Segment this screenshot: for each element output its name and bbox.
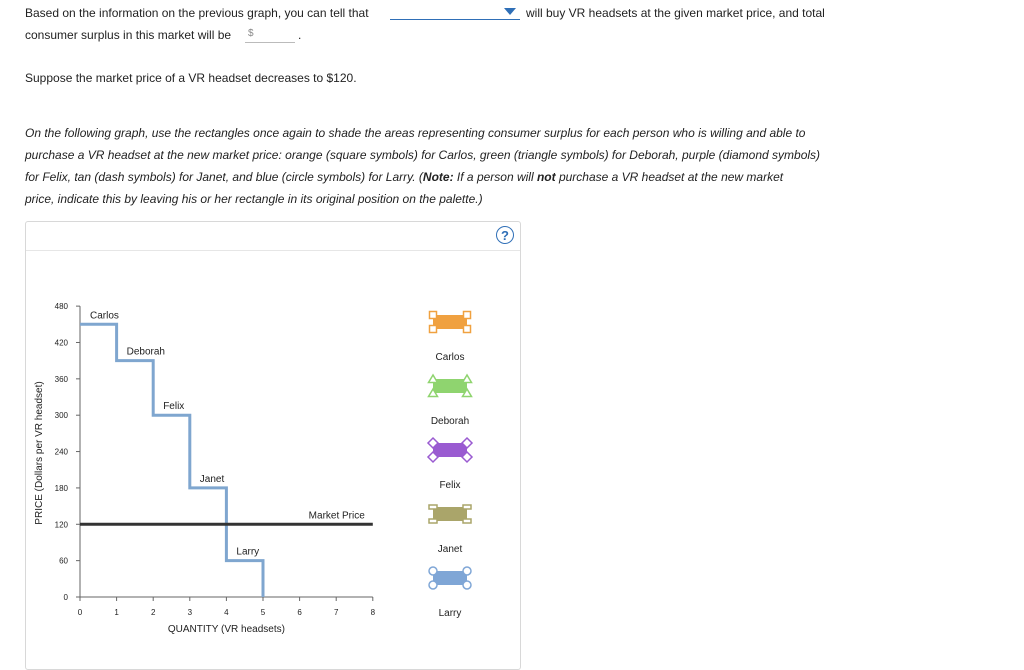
step-label-deborah: Deborah: [126, 346, 165, 358]
x-tick-label-4: 4: [224, 608, 229, 617]
panel-header: [26, 222, 520, 251]
palette-label-felix: Felix: [439, 480, 461, 491]
suppose-text: Suppose the market price of a VR headset decreases to $120.: [25, 71, 357, 85]
instruction-line-2: purchase a VR headset at the new market price: orange (square symbols) for Carlos, green (triangle symbols) for Deborah, purple (diamond symbols): [25, 148, 821, 162]
period: .: [298, 28, 302, 42]
dollar-placeholder: $: [248, 28, 254, 39]
step-label-felix: Felix: [163, 401, 185, 413]
palette-label-janet: Janet: [437, 544, 463, 555]
graph-panel: [25, 221, 521, 670]
y-tick-label-0: 0: [63, 593, 68, 602]
step-label-carlos: Carlos: [90, 310, 119, 322]
palette-label-deborah: Deborah: [430, 416, 470, 427]
y-tick-label-240: 240: [54, 447, 68, 457]
step-label-larry: Larry: [236, 546, 260, 558]
x-tick-label-3: 3: [187, 608, 193, 617]
consumer-surplus-input[interactable]: [245, 26, 295, 43]
question-line-1a: Based on the information on the previous graph, you can tell that: [25, 6, 369, 20]
instruction-line-3a: for Felix, tan (dash symbols) for Janet, and blue (circle symbols) for Larry. (: [25, 170, 423, 184]
help-icon[interactable]: ?: [496, 226, 514, 244]
market-price-label: Market Price: [308, 510, 365, 522]
note-label: Note:: [422, 170, 454, 184]
chevron-down-icon[interactable]: [504, 8, 516, 15]
instruction-line-3: [25, 170, 783, 184]
x-tick-label-7: 7: [333, 608, 339, 617]
x-axis-label: QUANTITY (VR headsets): [167, 624, 285, 635]
y-tick-label-480: 480: [54, 302, 68, 312]
x-tick-label-0: 0: [77, 608, 83, 617]
buyer-dropdown[interactable]: [390, 3, 520, 20]
instruction-line-3c: purchase a VR headset at the new market: [555, 170, 784, 184]
instruction-line-4: price, indicate this by leaving his or her rectangle in its original position on the palette.): [25, 192, 483, 206]
x-tick-label-8: 8: [370, 608, 376, 617]
x-tick-label-5: 5: [260, 608, 266, 617]
y-tick-label-180: 180: [54, 483, 68, 493]
palette-label-larry: Larry: [438, 608, 462, 619]
y-tick-label-360: 360: [54, 374, 68, 384]
y-tick-label-300: 300: [54, 411, 68, 421]
x-tick-label-1: 1: [114, 608, 119, 617]
step-label-janet: Janet: [199, 473, 225, 485]
x-tick-label-6: 6: [297, 608, 302, 617]
y-tick-label-120: 120: [54, 520, 68, 530]
y-tick-label-420: 420: [54, 338, 68, 348]
y-axis-label: PRICE (Dollars per VR headset): [34, 381, 45, 525]
palette-label-carlos: Carlos: [435, 352, 465, 363]
y-tick-label-60: 60: [59, 556, 68, 566]
instruction-line-1: On the following graph, use the rectangles once again to shade the areas representing consumer surplus for each person who is willing and able to: [25, 126, 806, 140]
question-line-1b: will buy VR headsets at the given market price, and total: [526, 6, 825, 20]
question-line-2a: consumer surplus in this market will be: [25, 28, 232, 42]
x-tick-label-2: 2: [150, 608, 156, 617]
instruction-line-3b: If a person will: [453, 170, 537, 184]
not-emphasis: not: [536, 170, 556, 184]
